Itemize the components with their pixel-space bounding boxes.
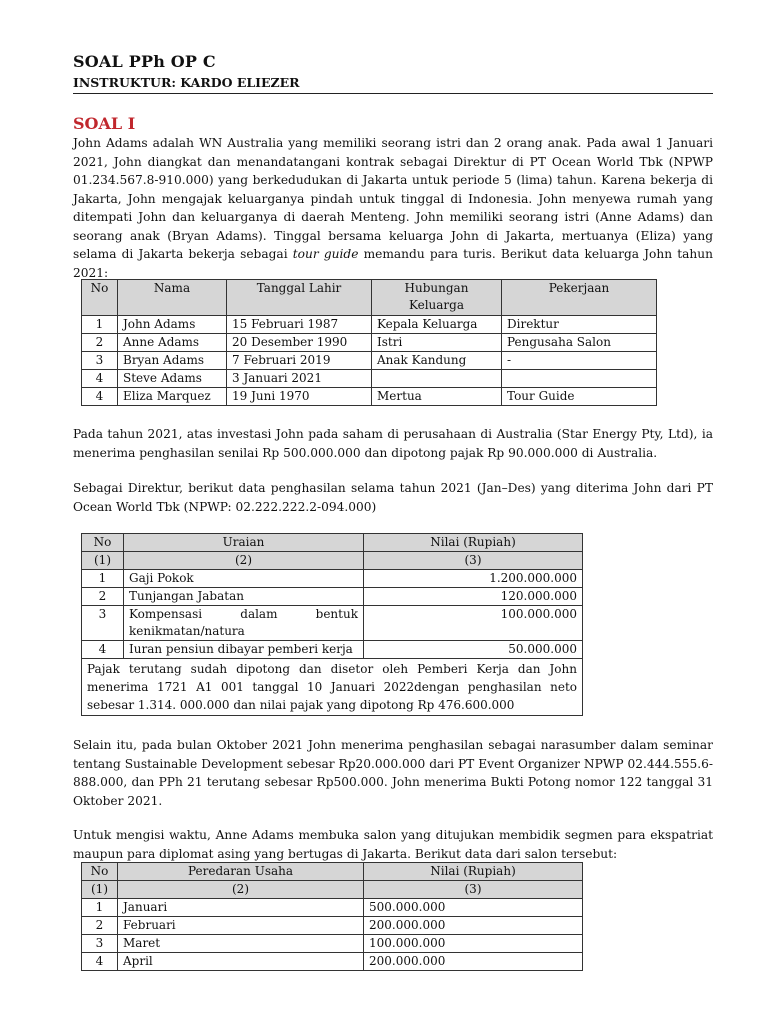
salon-paragraph: Untuk mengisi waktu, Anne Adams membuka salon yang ditujukan membidik segmen para ekspatriat maupun para diplomat asing yang bertugas di Jakarta. Berikut data dari salon tersebut: [73, 828, 713, 861]
table-row: 1 Gaji Pokok 1.200.000.000 [82, 570, 583, 588]
instructor-line: INSTRUKTUR: KARDO ELIEZER [73, 75, 300, 90]
subheader-cell: (2) [124, 552, 364, 570]
table-note-row [82, 659, 583, 716]
header-cell: No [82, 280, 118, 316]
table-header-row [82, 280, 657, 316]
header-cell: Tanggal Lahir [227, 280, 372, 316]
header-cell: No [82, 534, 124, 552]
header-cell: Nilai (Rupiah) [364, 863, 583, 881]
table-row: 4 Iuran pensiun dibayar pemberi kerja 50.000.000 [82, 641, 583, 659]
subheader-cell: (3) [364, 881, 583, 899]
income-note: Pajak terutang sudah dipotong dan disetor oleh Pemberi Kerja dan John menerima 1721 A1 001 tanggal 10 Januari 2022dengan penghasilan neto sebesar 1.314. 000.000 dan nilai pajak yang dipotong Rp 476.600.000 [82, 659, 583, 716]
table-row: 1 Januari 500.000.000 [82, 899, 583, 917]
table-header-row [82, 863, 583, 881]
table-subheader-row [82, 552, 583, 570]
header-divider [73, 93, 713, 94]
table-header-row [82, 534, 583, 552]
table-row: 4 April 200.000.000 [82, 953, 583, 971]
intro-italic-term: tour guide [292, 247, 359, 261]
speaker-income-paragraph: Selain itu, pada bulan Oktober 2021 John menerima penghasilan sebagai narasumber dalam seminar tentang Sustainable Development sebesar Rp20.000.000 dari PT Event Organizer NPWP 02.444.555.6-888.000, dan PPh 21 terutang sebesar Rp500.000. John menerima Bukti Potong nomor 122 tanggal 31 Oktober 2021. [73, 738, 713, 808]
header-cell: Nama [118, 280, 227, 316]
header-cell: Uraian [124, 534, 364, 552]
intro-paragraph: John Adams adalah WN Australia yang memiliki seorang istri dan 2 orang anak. Pada awal 1 Januari 2021, John diangkat dan menandatangani kontrak sebagai Direktur di PT Ocean World Tbk (NPWP 01.234.567.8-910.000) yang berkedudukan di Jakarta untuk periode 5 (lima) tahun. Karena bekerja di Jakarta, John mengajak keluarganya pindah untuk tinggal di Indonesia. John menyewa rumah yang ditempati John dan keluarganya di daerah Menteng. John memiliki seorang istri (Anne Adams) dan seorang anak (Bryan Adams). Tinggal bersama keluarga John di Jakarta, mertuanya (Eliza) yang selama di Jakarta bekerja sebagai tour guide memandu para turis. Berikut data keluarga John tahun 2021: [73, 136, 713, 280]
table-row: 3 Bryan Adams 7 Februari 2019 Anak Kandung - [82, 352, 657, 370]
header-cell: Pekerjaan [502, 280, 657, 316]
header-cell: Nilai (Rupiah) [364, 534, 583, 552]
subheader-cell: (1) [82, 881, 118, 899]
salon-table [81, 862, 583, 971]
income-table [81, 533, 583, 716]
subheader-cell: (3) [364, 552, 583, 570]
table-row: 2 Februari 200.000.000 [82, 917, 583, 935]
table-row: 3 Maret 100.000.000 [82, 935, 583, 953]
director-income-paragraph: Sebagai Direktur, berikut data penghasilan selama tahun 2021 (Jan–Des) yang diterima John dari PT Ocean World Tbk (NPWP: 02.222.222.2-094.000) [73, 481, 713, 514]
table-subheader-row [82, 881, 583, 899]
table-row: 3 Kompensasi dalam bentuk kenikmatan/natura 100.000.000 [82, 606, 583, 641]
investment-paragraph: Pada tahun 2021, atas investasi John pada saham di perusahaan di Australia (Star Energy Pty, Ltd), ia menerima penghasilan senilai Rp 500.000.000 dan dipotong pajak Rp 90.000.000 di Australia. [73, 427, 713, 460]
header-cell: Hubungan Keluarga [372, 280, 502, 316]
section-title: SOAL I [73, 114, 136, 133]
table-row: 4 Eliza Marquez 19 Juni 1970 Mertua Tour Guide [82, 388, 657, 406]
header-cell: No [82, 863, 118, 881]
header-cell: Peredaran Usaha [118, 863, 364, 881]
table-row: 2 Tunjangan Jabatan 120.000.000 [82, 588, 583, 606]
table-row: 4 Steve Adams 3 Januari 2021 [82, 370, 657, 388]
table-row: 1 John Adams 15 Februari 1987 Kepala Keluarga Direktur [82, 316, 657, 334]
subheader-cell: (2) [118, 881, 364, 899]
family-table [81, 279, 657, 406]
table-row: 2 Anne Adams 20 Desember 1990 Istri Pengusaha Salon [82, 334, 657, 352]
document-title: SOAL PPh OP C [73, 52, 216, 71]
subheader-cell: (1) [82, 552, 124, 570]
